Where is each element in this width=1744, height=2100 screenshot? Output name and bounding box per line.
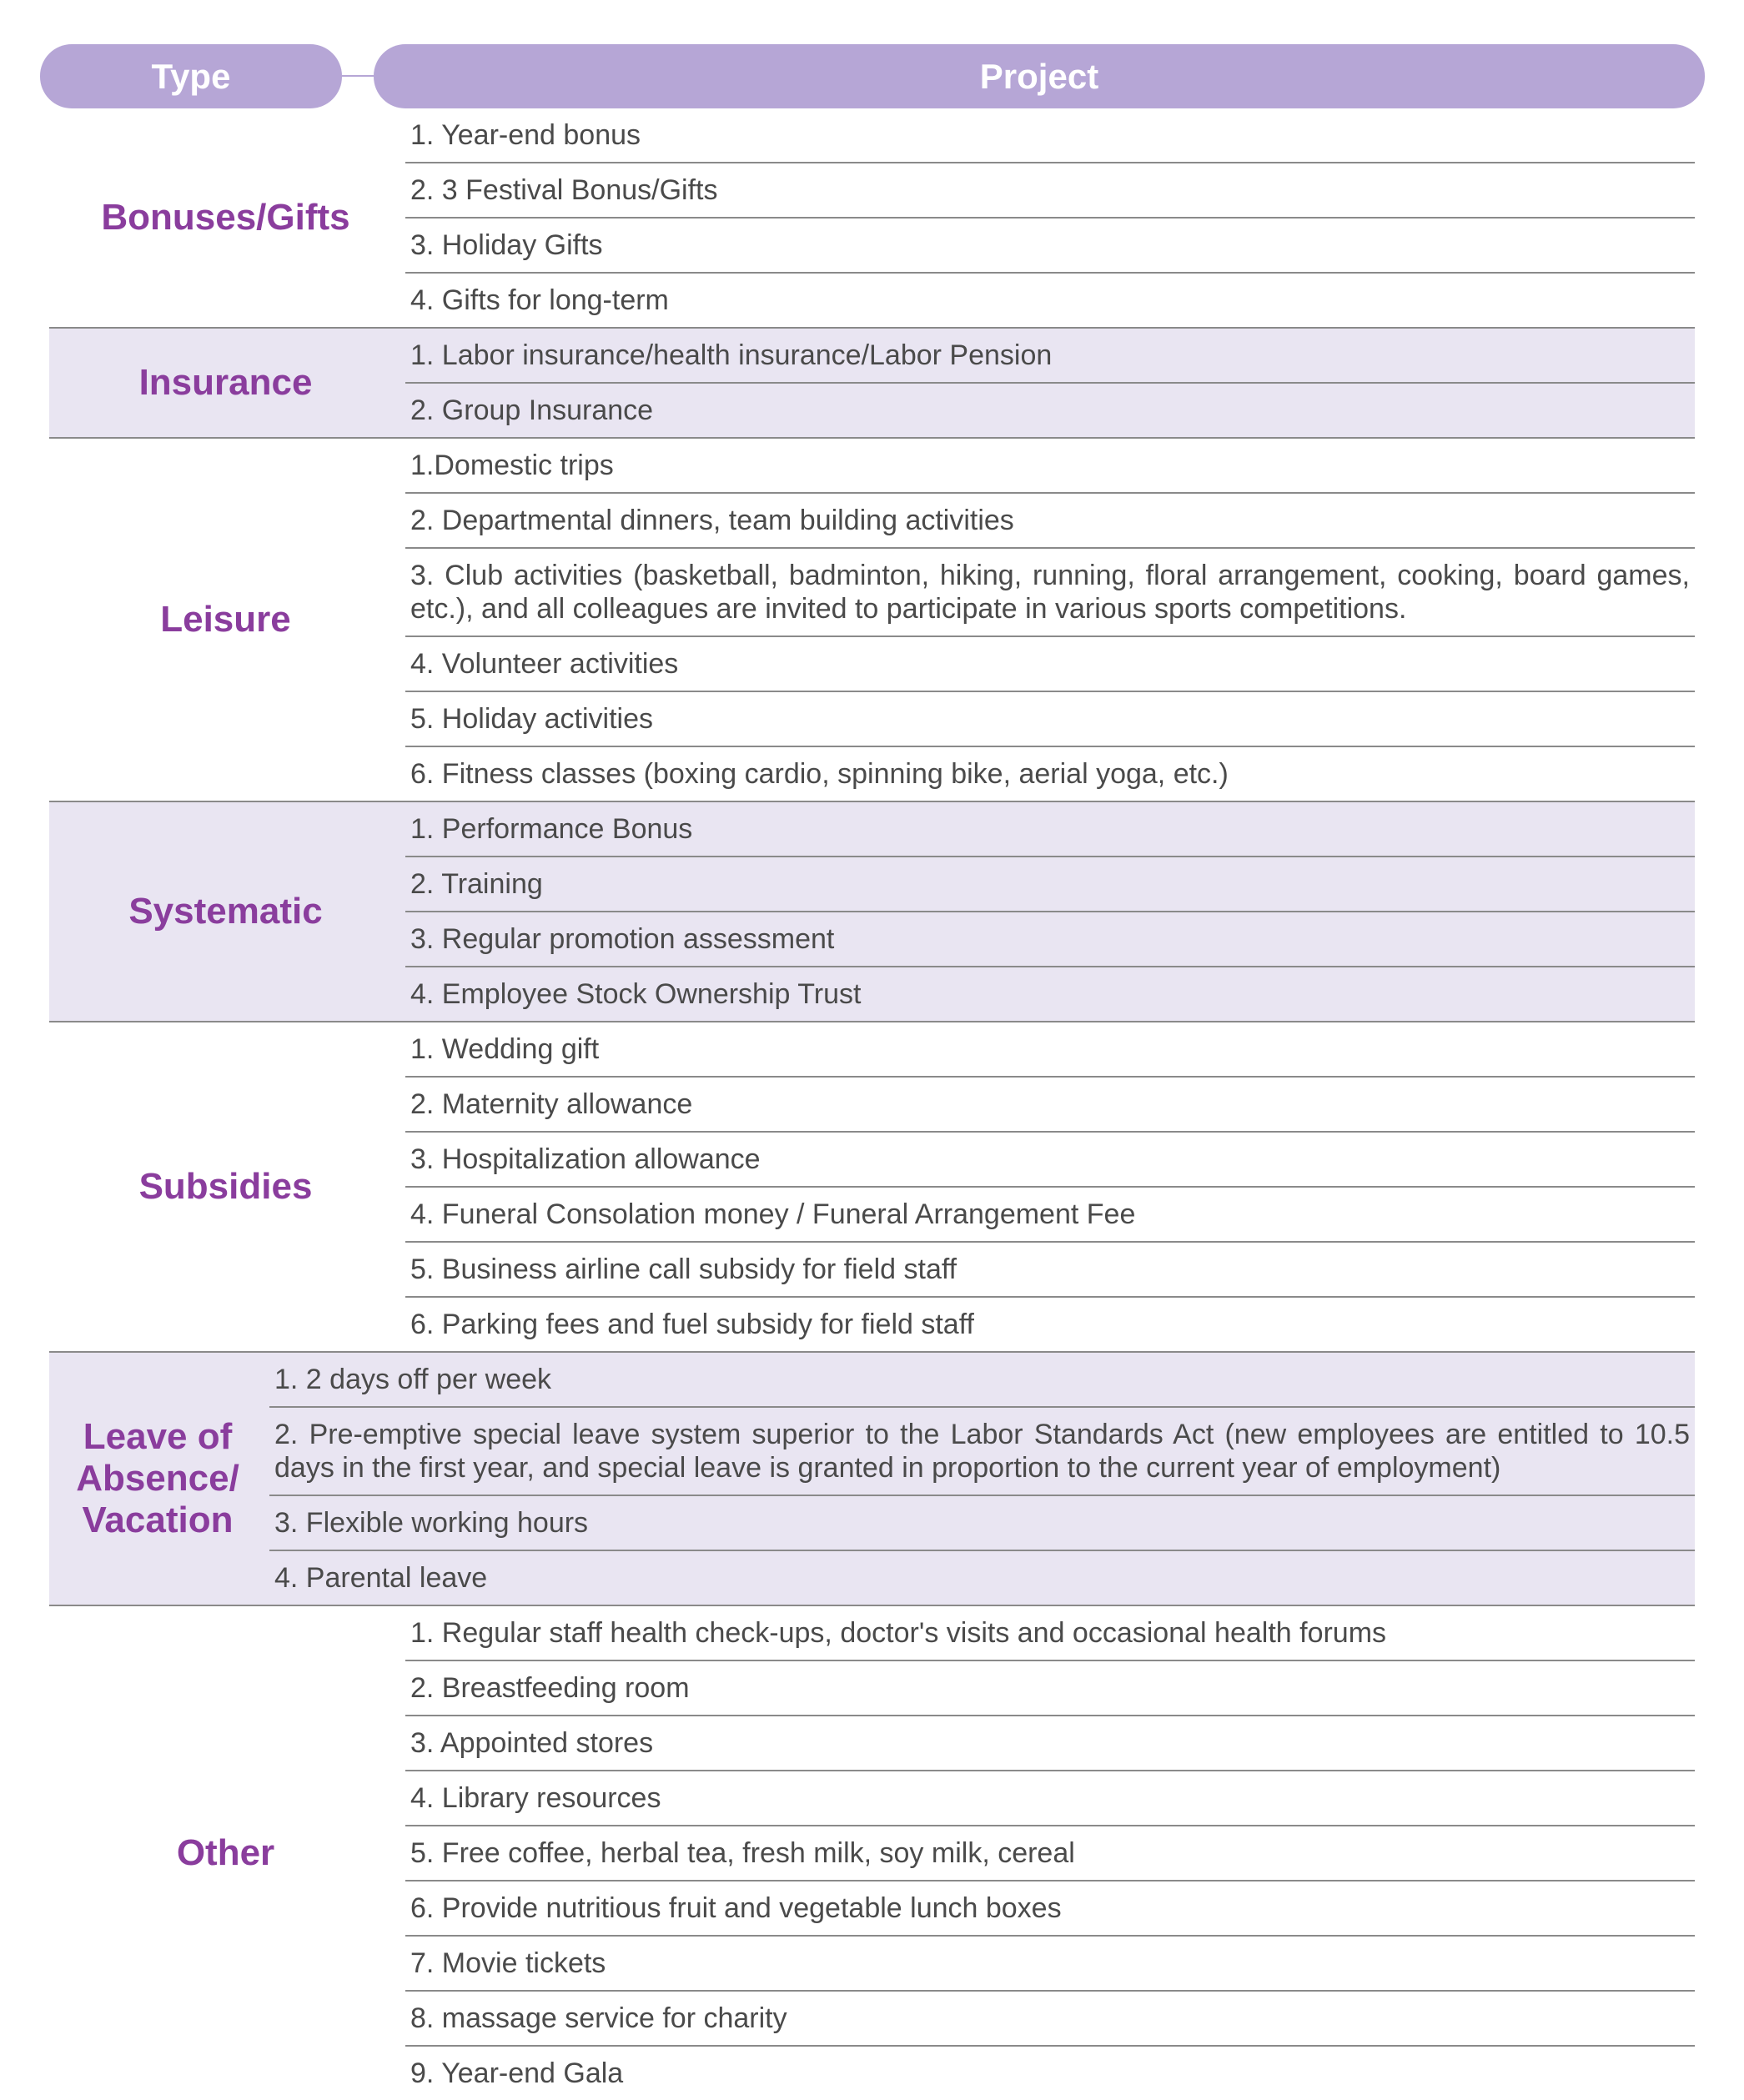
benefit-group: [49, 801, 1695, 1021]
project-list: [405, 1022, 1695, 1351]
project-item: 8. massage service for charity: [405, 1992, 1695, 2047]
project-list: [405, 108, 1695, 327]
project-list: [405, 329, 1695, 437]
type-label: Other: [176, 1832, 275, 1873]
project-item: 3. Appointed stores: [405, 1716, 1695, 1771]
type-header: Type: [40, 44, 342, 108]
project-list: [405, 802, 1695, 1021]
project-item: 4. Employee Stock Ownership Trust: [410, 978, 862, 1010]
project-item: 5. Business airline call subsidy for field staff: [405, 1243, 1695, 1298]
project-list: [405, 1606, 1695, 2100]
project-item: 4. Library resources: [405, 1771, 1695, 1826]
project-list: [269, 1353, 1695, 1605]
project-item: 1. 2 days off per week: [269, 1353, 1695, 1408]
benefit-group: [49, 437, 1695, 801]
project-item: 1. Labor insurance/health insurance/Labor Pension: [405, 329, 1695, 384]
project-item: 2. Maternity allowance: [405, 1078, 1695, 1133]
type-label: Subsidies: [138, 1166, 313, 1207]
benefit-group: [49, 108, 1695, 327]
benefit-group: [49, 1351, 1695, 1605]
project-item: 5. Free coffee, herbal tea, fresh milk, soy milk, cereal: [405, 1826, 1695, 1881]
project-item: 1. Wedding gift: [405, 1022, 1695, 1078]
project-item: 9. Year-end Gala: [410, 2057, 624, 2089]
project-item: 1. Performance Bonus: [405, 802, 1695, 857]
benefit-group: [49, 327, 1695, 437]
type-label: Systematic: [128, 891, 323, 932]
project-item: 1.Domestic trips: [405, 439, 1695, 494]
project-item: 2. Group Insurance: [410, 394, 654, 426]
project-item: 3. Regular promotion assessment: [405, 912, 1695, 967]
project-item: 4. Funeral Consolation money / Funeral Arrangement Fee: [405, 1188, 1695, 1243]
project-item: 2. Breastfeeding room: [405, 1661, 1695, 1716]
project-item: 5. Holiday activities: [405, 692, 1695, 747]
project-item: 3. Hospitalization allowance: [405, 1133, 1695, 1188]
project-item: 6. Parking fees and fuel subsidy for field staff: [410, 1309, 974, 1340]
project-item: 7. Movie tickets: [405, 1937, 1695, 1992]
type-label: Bonuses/Gifts: [101, 197, 350, 238]
project-header: Project: [374, 44, 1705, 108]
project-item: 2. Departmental dinners, team building activities: [405, 494, 1695, 549]
benefits-table: [49, 108, 1695, 2100]
project-item: 3. Holiday Gifts: [405, 219, 1695, 274]
project-item: 3. Club activities (basketball, badminton, hiking, running, floral arrangement, cooking, board games, etc.), and all colleagues are invited to participate in various sports competitions.: [405, 549, 1695, 637]
project-item: 6. Fitness classes (boxing cardio, spinning bike, aerial yoga, etc.): [410, 758, 1229, 790]
project-item: 4. Parental leave: [274, 1562, 488, 1594]
benefit-group: [49, 1021, 1695, 1351]
type-label: Leave of Absence/ Vacation: [76, 1416, 239, 1540]
project-item: 6. Provide nutritious fruit and vegetable lunch boxes: [405, 1881, 1695, 1937]
benefit-group: [49, 1605, 1695, 2100]
project-item: 1. Regular staff health check-ups, doctor's visits and occasional health forums: [405, 1606, 1695, 1661]
project-item: 1. Year-end bonus: [405, 108, 1695, 163]
project-item: 4. Gifts for long-term: [410, 284, 669, 316]
type-label: Insurance: [138, 362, 313, 403]
project-item: 3. Flexible working hours: [269, 1496, 1695, 1551]
project-item: 2. Pre-emptive special leave system superior to the Labor Standards Act (new employees are entitled to 10.5 days in the first year, and special leave is granted in proportion to the current year of employment): [269, 1408, 1695, 1496]
project-item: 2. Training: [405, 857, 1695, 912]
project-item: 2. 3 Festival Bonus/Gifts: [405, 163, 1695, 219]
header-connector: [342, 75, 374, 77]
type-label: Leisure: [160, 599, 291, 640]
project-list: [405, 439, 1695, 801]
project-item: 4. Volunteer activities: [405, 637, 1695, 692]
